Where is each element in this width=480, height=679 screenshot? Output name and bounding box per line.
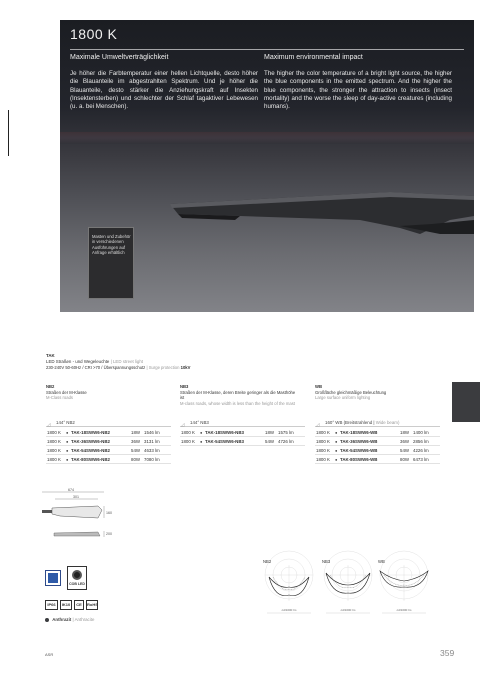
- product-table-wb: [315, 428, 440, 464]
- bullet-icon: ●: [66, 457, 69, 462]
- wattage: 54W: [265, 439, 275, 444]
- title-divider: [70, 49, 464, 50]
- table-header-wb: [315, 418, 440, 427]
- table-row: [315, 428, 440, 437]
- wattage: 36W: [131, 439, 141, 444]
- beam-code: NB3: [180, 384, 189, 389]
- color-de: Anthrazit: [52, 617, 72, 622]
- table-header-text: 144° NB2: [56, 420, 75, 425]
- table-row: [46, 446, 171, 455]
- dim-height: 160: [106, 511, 112, 515]
- bullet-icon: ●: [335, 439, 338, 444]
- wattage: 18W: [131, 430, 141, 435]
- table-header-nb2: [46, 418, 171, 427]
- surge-label: Surge protection: [148, 365, 180, 370]
- product-name: TAK: [46, 353, 55, 358]
- badge-text: Masten und Zubehör in verschiedenen Ausführungen auf Anfrage erhältlich: [92, 234, 131, 256]
- beam-code: NB2: [46, 384, 55, 389]
- table-row: [46, 455, 171, 464]
- color-temp: 1800 K: [316, 439, 330, 444]
- model-code: TAK-18SWW6-WB: [340, 430, 378, 435]
- lumen: 4633 lm: [144, 448, 160, 453]
- table-header-en: Wide beam): [375, 420, 400, 425]
- model-code: TAK-80SWW6-WB: [340, 457, 378, 462]
- lumen: 1575 lm: [278, 430, 294, 435]
- beam-code: WB: [315, 384, 322, 389]
- bullet-icon: ●: [66, 439, 69, 444]
- dim-overall: 674: [68, 488, 74, 492]
- color-temp: 1800 K: [47, 448, 61, 453]
- hero-text-en: The higher the color temperature of a bright light source, the higher the blue components in the emitted spectrum. And the higher the blue components, the stronger the attraction to insects (insect mortality) and the worse the sleep of day-active creatures (including humans).: [264, 70, 452, 111]
- color-temp: 1800 K: [316, 430, 330, 435]
- beam-angle-icon: ◿: [181, 422, 185, 427]
- lumen: 7080 lm: [144, 457, 160, 462]
- subtitle-en: Maximum environmental impact: [264, 54, 363, 61]
- wattage: 54W: [131, 448, 141, 453]
- section-tab: [452, 382, 480, 422]
- footer-brand: ASR: [45, 652, 54, 657]
- model-code: TAK-18SWW6-NB2: [71, 430, 110, 435]
- lumen: 2856 lm: [413, 439, 429, 444]
- margin-mark: [8, 110, 9, 156]
- color-option: Anthrazit | Anthracite: [45, 617, 94, 622]
- polar-scale: cd/1000 lm: [396, 608, 412, 612]
- color-temp: 1800 K: [316, 457, 330, 462]
- lumen: 3131 lm: [144, 439, 160, 444]
- polar-label: NB3: [322, 559, 331, 564]
- model-code: TAK-36SWW6-NB2: [71, 439, 110, 444]
- rohs-icon: RoHS: [86, 600, 98, 610]
- lumen: 6473 lm: [413, 457, 429, 462]
- color-temp: 1800 K: [47, 430, 61, 435]
- color-temp: 1800 K: [181, 439, 195, 444]
- beam-desc-de: Großfläche gleichmäßige Beleuchtung: [315, 389, 387, 395]
- wattage: 18W: [265, 430, 275, 435]
- page-number: 359: [440, 648, 455, 658]
- beam-column-nb2: [46, 384, 166, 401]
- model-code: TAK-18SWW6-NB3: [205, 430, 244, 435]
- beam-desc-en: Large surface uniform lighting: [315, 395, 371, 401]
- polar-label: NB2: [263, 559, 272, 564]
- bullet-icon: ●: [200, 439, 203, 444]
- cob-led-icon: [67, 566, 87, 590]
- polar-label: WB: [378, 559, 385, 564]
- polar-diagram-nb3: [322, 559, 375, 625]
- product-table-nb2: [46, 428, 171, 464]
- table-header-text: 144° NB3: [190, 420, 209, 425]
- model-code: TAK-80SWW6-NB2: [71, 457, 110, 462]
- bullet-icon: ●: [335, 457, 338, 462]
- subtitle-de: Maximale Umweltverträglichkeit: [70, 54, 169, 61]
- led-icon: [45, 570, 61, 586]
- beam-desc-de: Straßen der M-Klasse: [46, 389, 87, 395]
- color-swatch: [45, 618, 49, 622]
- wattage: 36W: [400, 439, 410, 444]
- color-temp: 1800 K: [316, 448, 330, 453]
- ip66-icon: IP66: [45, 600, 58, 610]
- beam-desc-en: M-Class roads: [46, 395, 73, 401]
- lumen: 1400 lm: [413, 430, 429, 435]
- table-row: [315, 446, 440, 455]
- table-row: [46, 437, 171, 446]
- table-row: [180, 428, 305, 437]
- hero-title: 1800 K: [70, 26, 118, 42]
- table-row: [46, 428, 171, 437]
- product-spec: 230-240V 50-60Hz / CRI >70 / Überspannungsschutz: [46, 365, 146, 370]
- bullet-icon: ●: [66, 430, 69, 435]
- beam-angle-icon: ◿: [47, 422, 51, 427]
- color-temp: 1800 K: [181, 430, 195, 435]
- table-header-text: 160° WB (Breitstrahlend |: [325, 420, 375, 425]
- beam-column-wb: [315, 384, 435, 401]
- product-line-de: LED Straßen - und Wegeleuchte: [46, 359, 110, 364]
- polar-scale: cd/1000 lm: [340, 608, 356, 612]
- hero-text-de: Je höher die Farbtemperatur einer hellen Lichtquelle, desto höher die Blauanteile im abgestrahlten Spektrum. Und je höher die Blauanteile, desto stärker die Anziehungskraft auf Insekten (Insektensterben) und schlechter der Schlaf tagaktiver Lebewesen (u. a. bei Menschen).: [70, 70, 258, 111]
- model-code: TAK-54SWW6-NB2: [71, 448, 110, 453]
- color-temp: 1800 K: [47, 439, 61, 444]
- beam-desc-en: M-class roads, whose width is less than the height of the mast: [180, 400, 295, 406]
- dim-arm: 301: [73, 495, 79, 499]
- lumen: 1546 lm: [144, 430, 160, 435]
- cob-label: COB LED: [69, 582, 85, 586]
- model-code: TAK-36SWW6-WB: [340, 439, 378, 444]
- accessories-badge: [88, 227, 134, 299]
- table-row: [315, 455, 440, 464]
- lumen: 4726 lm: [278, 439, 294, 444]
- bullet-icon: ●: [66, 448, 69, 453]
- ce-icon: CE: [74, 600, 84, 610]
- wattage: 80W: [400, 457, 410, 462]
- polar-scale: cd/1000 lm: [281, 608, 297, 612]
- color-en: Anthracite: [74, 617, 95, 622]
- table-row: [180, 437, 305, 446]
- beam-column-nb3: [180, 384, 300, 406]
- lumen: 4226 lm: [413, 448, 429, 453]
- model-code: TAK-54SWW6-NB3: [205, 439, 244, 444]
- surge-value: 10kV: [180, 365, 191, 370]
- color-temp: 1800 K: [47, 457, 61, 462]
- polar-diagram-nb2: [263, 559, 316, 625]
- wattage: 18W: [400, 430, 410, 435]
- polar-diagram-wb: [378, 559, 431, 625]
- wattage: 80W: [131, 457, 141, 462]
- beam-angle-icon: ◿: [316, 422, 320, 427]
- bullet-icon: ●: [335, 448, 338, 453]
- bullet-icon: ●: [200, 430, 203, 435]
- ik10-icon: IK10: [60, 600, 72, 610]
- dim-side: 200: [106, 532, 112, 536]
- model-code: TAK-54SWW6-WB: [340, 448, 378, 453]
- product-line-en: LED street light: [112, 359, 144, 364]
- product-table-nb3: [180, 428, 305, 446]
- dimension-drawing: [40, 488, 110, 543]
- table-header-nb3: [180, 418, 305, 427]
- bullet-icon: ●: [335, 430, 338, 435]
- beam-desc-de: Straßen der M-Klasse, deren Breite geringer als die Masthöhe ist: [180, 389, 296, 401]
- wattage: 54W: [400, 448, 410, 453]
- product-info: TAK LED Straßen - und Wegeleuchte | LED street light 230-240V 50-60Hz / CRI >70 / Überspannungsschutz | Surge protection 10kV: [46, 353, 191, 370]
- table-row: [315, 437, 440, 446]
